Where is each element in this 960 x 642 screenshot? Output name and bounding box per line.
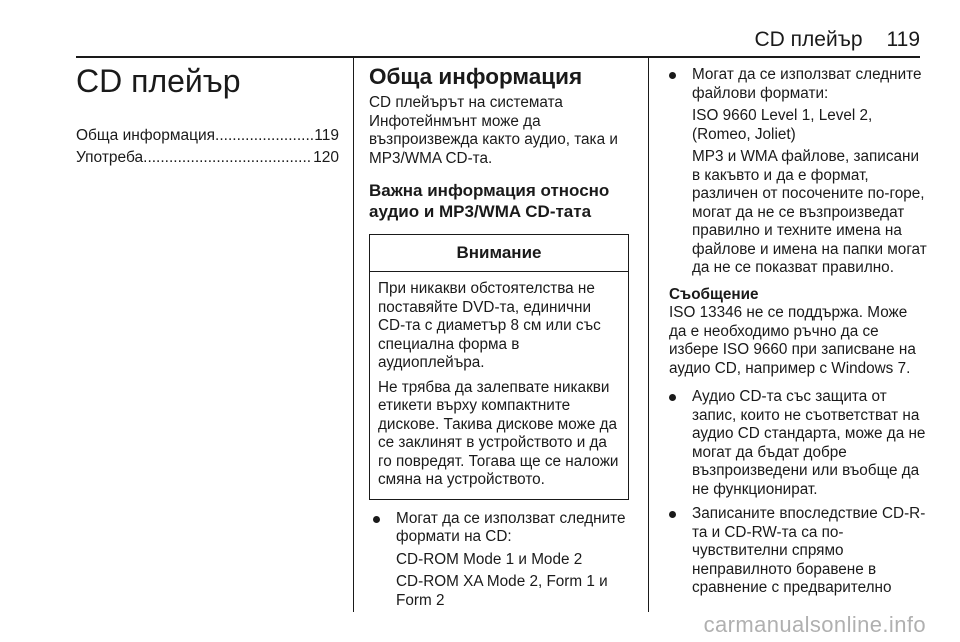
page-number: 119 (886, 28, 920, 51)
bullet-item (369, 510, 632, 611)
bullet-icon (373, 516, 380, 523)
bullet-icon (669, 394, 676, 401)
column-3 (665, 60, 927, 602)
toc-page: 120 (313, 149, 339, 166)
running-head (755, 27, 921, 53)
toc-leader (143, 147, 312, 169)
bullet-subtext: CD-ROM Mode 1 и Mode 2 (396, 550, 583, 568)
bullet-subtext: MP3 и WMA файлове, записани в какъвто и да е формат, различен от посочените по-горе, могат да не се възпроизведат правилно и техните имена на файлове и имена на папки могат да не се показват правилно. (692, 148, 927, 276)
intro-paragraph: CD плейърът на системата Инфотейнмънт може да възпроизвежда както аудио, така и MP3/WMA CD-та. (369, 94, 618, 167)
warning-box (369, 234, 629, 500)
important-info-heading: Важна информация относно аудио и MP3/WMA CD-тата (369, 181, 610, 221)
toc-entry-usage[interactable] (76, 147, 339, 169)
toc-label: Обща информация (76, 127, 216, 144)
running-title: CD плейър (754, 28, 863, 51)
note-title: Съобщение (669, 285, 759, 303)
section-title: Обща информация (369, 64, 583, 89)
bullet-text: Записаните впоследствие CD-R-та и CD-RW-та са по-чувствителни спрямо неправилното боравене в сравнение с предварително (692, 505, 926, 596)
note-text: ISO 13346 не се поддържа. Може да е необходимо ръчно да се избере ISO 9660 при записване на аудио CD, например с Windows 7. (669, 304, 916, 377)
toc-label: Употреба (76, 149, 144, 166)
bullet-item (665, 388, 927, 499)
toc-entry-general[interactable] (76, 125, 339, 147)
chapter-title: CD плейър (76, 63, 241, 99)
column-1 (76, 60, 339, 169)
bullet-subtext: CD-ROM XA Mode 2, Form 1 и Form 2 (396, 573, 608, 609)
warning-body (370, 272, 628, 499)
watermark: carmanualsonline.info (703, 612, 926, 637)
header-rule (76, 56, 920, 58)
bullet-text: Аудио CD-та със защита от запис, които не съответстват на аудио CD стандарта, може да не могат да бъдат добре възпроизведени или въобще да не функционират. (692, 388, 926, 498)
column-divider-2 (648, 58, 649, 612)
bullet-text: Могат да се използват следните файлови формати: (692, 66, 922, 102)
warning-paragraph: Не трябва да залепвате никакви етикети върху компактните дискове. Такива дискове може да се заклинят в устройството и да го повредят. Тогава ще се наложи смяна на устройството. (378, 378, 619, 488)
bullet-icon (669, 72, 676, 79)
column-divider-1 (353, 58, 354, 612)
bullet-item (665, 66, 927, 278)
bullet-text: Могат да се използват следните формати на CD: (396, 509, 626, 545)
warning-paragraph: При никакви обстоятелства не поставяйте DVD-та, единични CD-та с диаметър 8 см или със специална форма в аудиоплейъра. (378, 280, 601, 371)
column-2 (369, 60, 632, 614)
bullet-subtext: ISO 9660 Level 1, Level 2, (Romeo, Joliet) (692, 107, 873, 143)
bullet-item (665, 505, 927, 598)
warning-title: Внимание (370, 235, 628, 272)
toc-page: 119 (314, 127, 339, 144)
bullet-icon (669, 511, 676, 518)
note-block (665, 286, 927, 379)
toc-leader (215, 125, 313, 147)
